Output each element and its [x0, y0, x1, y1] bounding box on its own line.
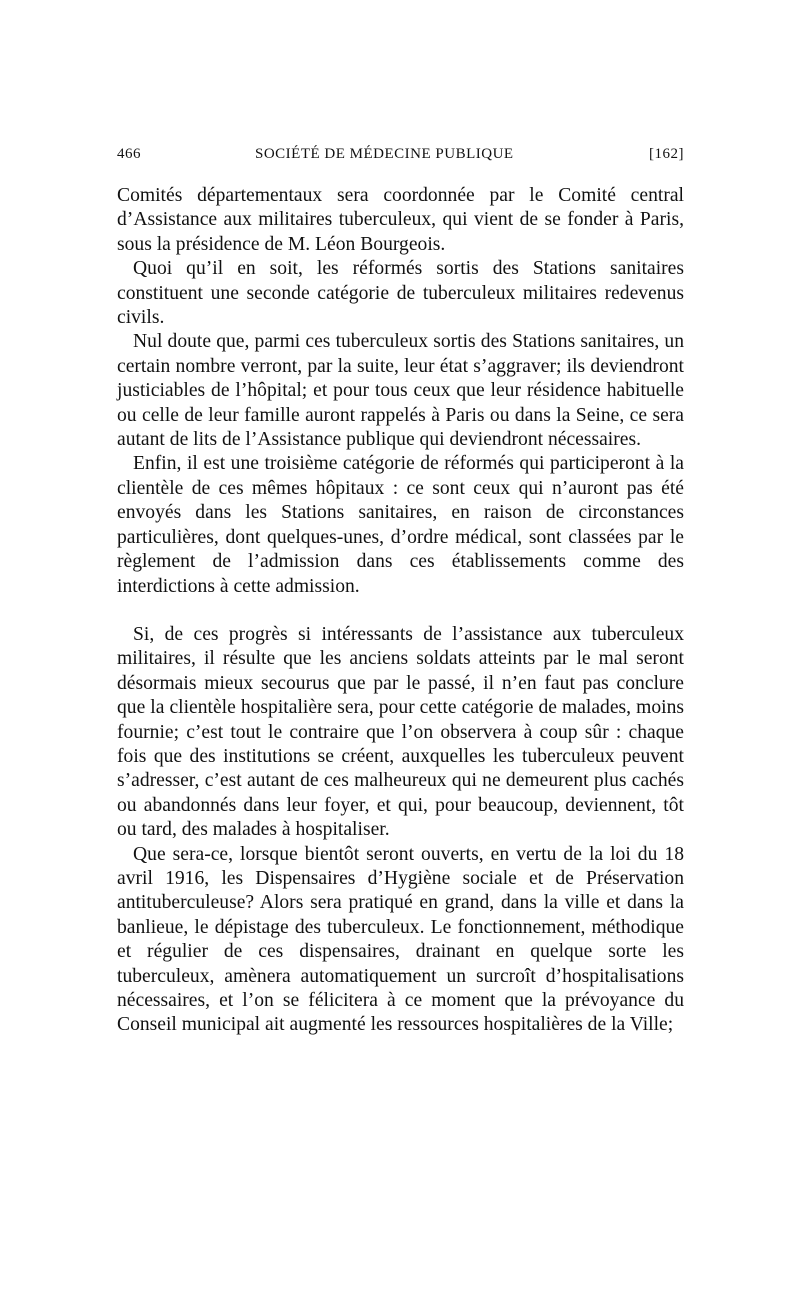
page-number: 466	[117, 146, 141, 162]
paragraph-4: Enfin, il est une troisième catégorie de réformés qui participeront à la clientèle de ces mêmes hôpitaux : ce sont ceux qui n’auront pas été envoyés dans les Stations sanitaires, en raison de circonstances particulières, dont quelques-unes, d’ordre médical, sont classées par le règlement de l’admission dans ces établissements comme des interdictions à cette admission.	[117, 453, 684, 597]
paragraph-3: Nul doute que, parmi ces tuberculeux sortis des Stations sanitaires, un certain nombre verront, par la suite, leur état s’aggraver; ils deviendront justiciables de l’hôpital; et pour tous ceux que leur résidence habituelle ou celle de leur famille auront rappelés à Paris ou dans la Seine, ce sera autant de lits de l’Assistance publique qui deviendront nécessaires.	[117, 331, 684, 451]
body-text	[117, 184, 684, 1038]
running-header	[117, 146, 684, 170]
paragraph-6: Que sera-ce, lorsque bientôt seront ouverts, en vertu de la loi du 18 avril 1916, les Dispensaires d’Hygiène sociale et de Préservation antituberculeuse? Alors sera pratiqué en grand, dans la ville et dans la banlieue, le dépistage des tuberculeux. Le fonctionnement, méthodique et régulier de ces dispensaires, drainant en quelque sorte les tuberculeux, amènera automatiquement un surcroît d’hospitalisations nécessaires, et l’on se félicitera à ce moment que la prévoyance du Conseil municipal ait augmenté les ressources hospitalières de la Ville;	[117, 843, 684, 1036]
paragraph-2: Quoi qu’il en soit, les réformés sortis des Stations sanitaires constituent une seconde catégorie de tuberculeux militaires redevenus civils.	[117, 258, 684, 329]
paragraph-1: Comités départementaux sera coordonnée par le Comité central d’Assistance aux militaires tuberculeux, qui vient de se fonder à Paris, sous la présidence de M. Léon Bourgeois.	[117, 185, 684, 255]
running-title: SOCIÉTÉ DE MÉDECINE PUBLIQUE	[255, 146, 514, 162]
section-break	[117, 599, 684, 623]
paragraph-5: Si, de ces progrès si intéressants de l’assistance aux tuberculeux militaires, il résulte que les anciens soldats atteints par le mal seront désormais mieux secourus que par le passé, il n’en faut pas conclure que la clientèle hospitalière sera, pour cette catégorie de malades, moins fournie; c’est tout le contraire que l’on observera à coup sûr : chaque fois que des institutions se créent, auxquelles les tuberculeux peuvent s’adresser, c’est autant de ces malheureux qui ne demeurent plus cachés ou abandonnés dans leur foyer, et qui, pour beaucoup, deviennent, tôt ou tard, des malades à hospitaliser.	[117, 623, 684, 841]
page-reference: [162]	[649, 146, 684, 162]
